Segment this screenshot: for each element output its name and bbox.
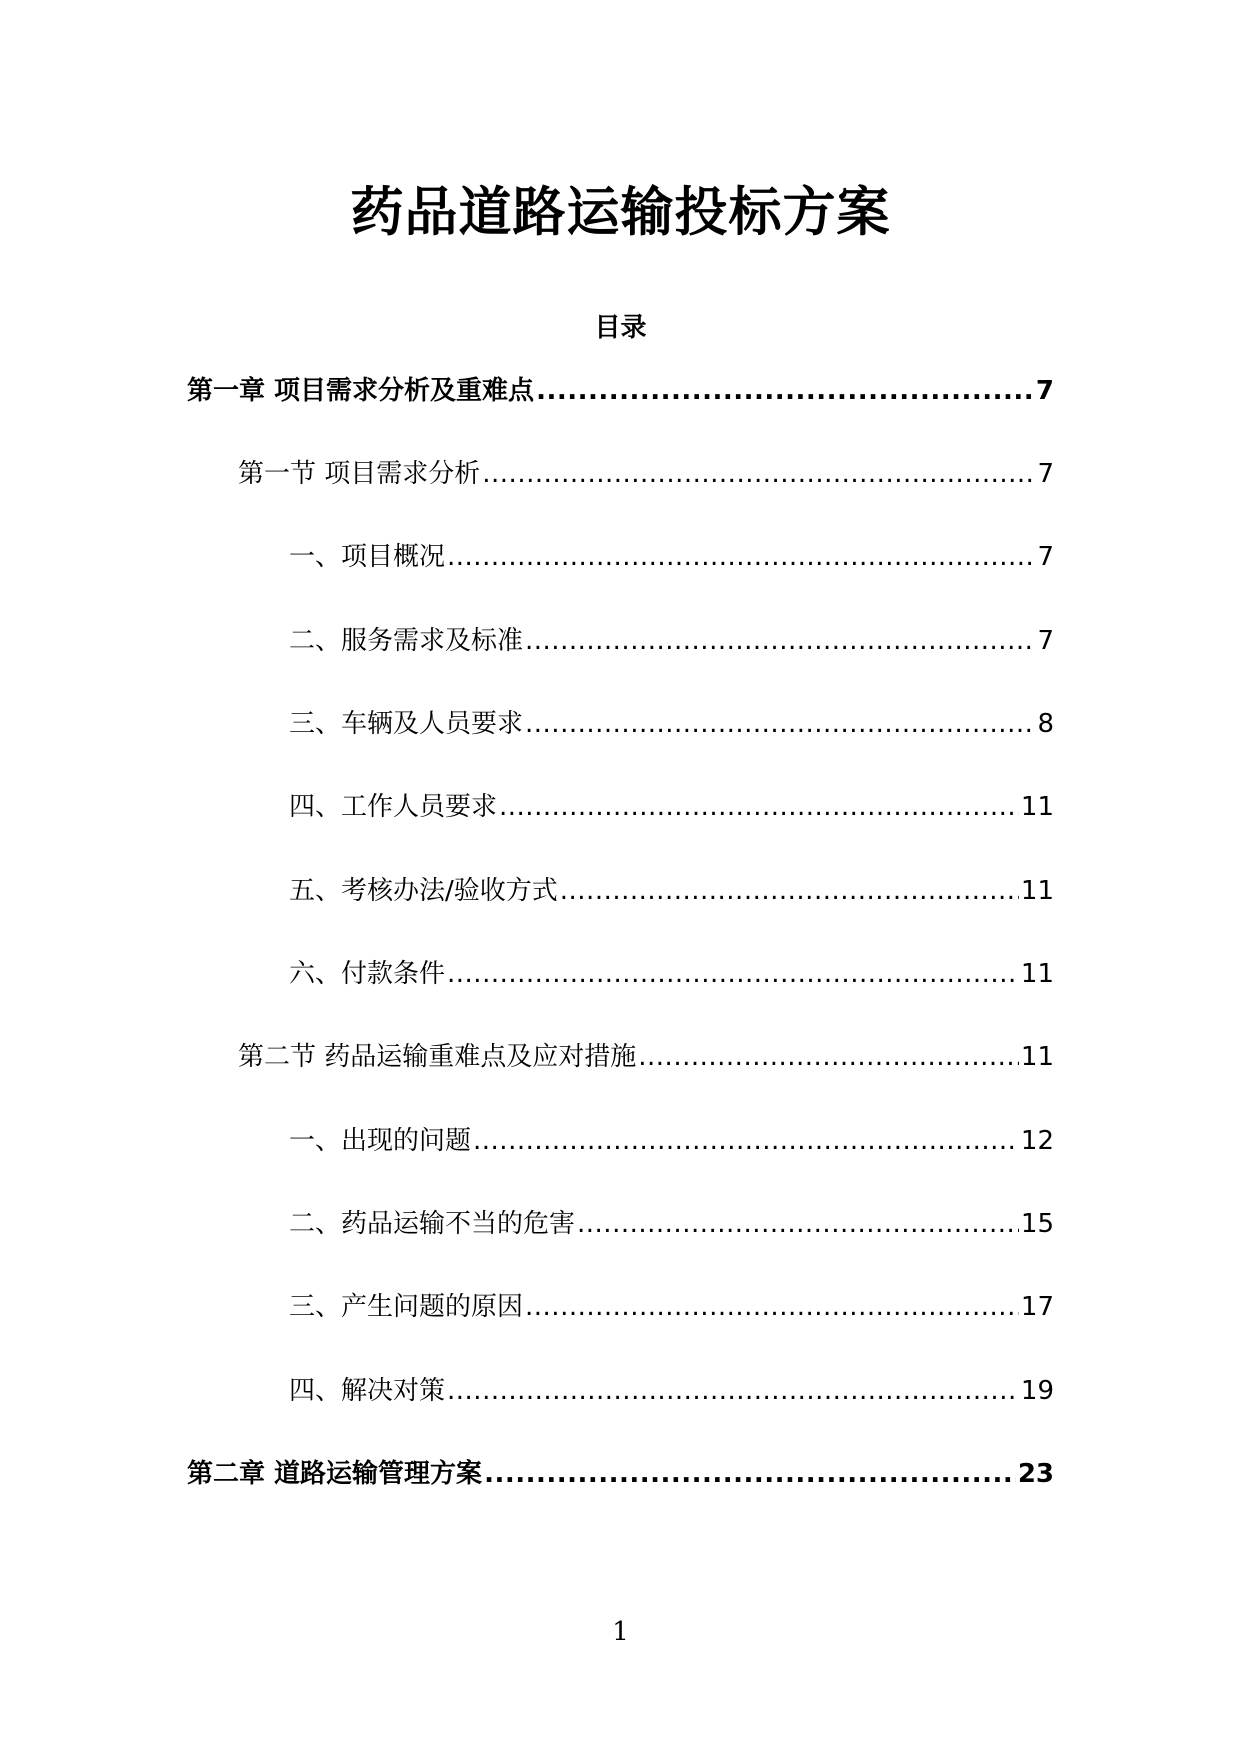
toc-leader-dots [447,537,1035,577]
toc-entry-item[interactable] [289,704,1054,744]
toc-entry-label: 四、解决对策 [289,1376,446,1406]
toc-entry-page: 12 [1020,1126,1054,1156]
toc-entry-page: 23 [1017,1459,1054,1489]
toc-entry-label: 一、出现的问题 [289,1126,472,1156]
toc-leader-dots [638,1037,1019,1077]
toc-entry-item[interactable] [289,787,1054,827]
toc-leader-dots [577,1204,1019,1244]
toc-entry-label: 四、工作人员要求 [289,792,498,822]
toc-entry-label: 第二章 道路运输管理方案 [187,1459,483,1489]
toc-entry-item[interactable] [289,871,1054,911]
toc-entry-page: 7 [1035,376,1054,406]
toc-entry-chapter-2[interactable] [187,1454,1054,1494]
toc-entry-item[interactable] [289,1204,1054,1244]
toc-entry-page: 7 [1037,459,1054,489]
toc-entry-page: 7 [1037,626,1054,656]
toc-entry-page: 11 [1020,792,1054,822]
toc-entry-item[interactable] [289,1371,1054,1411]
toc-entry-section-1-1[interactable] [238,454,1054,494]
toc-leader-dots [525,1287,1019,1327]
toc-entry-section-1-2[interactable] [238,1037,1054,1077]
toc-entry-page: 15 [1020,1209,1054,1239]
toc-entry-label: 三、产生问题的原因 [289,1292,524,1322]
toc-entry-page: 7 [1037,542,1054,572]
toc-leader-dots [525,621,1035,661]
toc-leader-dots [536,371,1034,411]
toc-entry-label: 二、服务需求及标准 [289,626,524,656]
toc-entry-label: 一、项目概况 [289,542,446,572]
toc-entry-page: 19 [1020,1376,1054,1406]
toc-leader-dots [482,454,1035,494]
toc-entry-label: 二、药品运输不当的危害 [289,1209,576,1239]
toc-leader-dots [473,1121,1019,1161]
toc-leader-dots [525,704,1035,744]
toc-entry-item[interactable] [289,537,1054,577]
toc-entry-page: 17 [1020,1292,1054,1322]
toc-entry-label: 第二节 药品运输重难点及应对措施 [238,1042,637,1072]
toc-heading: 目录 [594,313,647,343]
toc-leader-dots [447,954,1019,994]
toc-entry-item[interactable] [289,954,1054,994]
document-title: 药品道路运输投标方案 [350,182,891,243]
toc-entry-page: 11 [1020,959,1054,989]
toc-leader-dots [447,1371,1019,1411]
toc-entry-label: 五、考核办法/验收方式 [289,876,558,906]
toc-entry-page: 11 [1020,876,1054,906]
toc-entry-label: 三、车辆及人员要求 [289,709,524,739]
page-number: 1 [612,1617,629,1647]
toc-entry-page: 11 [1020,1042,1054,1072]
toc-leader-dots [499,787,1019,827]
toc-entry-label: 六、付款条件 [289,959,446,989]
toc-entry-page: 8 [1037,709,1054,739]
toc-entry-label: 第一节 项目需求分析 [238,459,481,489]
toc-leader-dots [484,1454,1016,1494]
toc-entry-item[interactable] [289,621,1054,661]
toc-entry-label: 第一章 项目需求分析及重难点 [187,376,535,406]
toc-entry-chapter-1[interactable] [187,371,1054,411]
toc-entry-item[interactable] [289,1121,1054,1161]
toc-entry-item[interactable] [289,1287,1054,1327]
toc-leader-dots [560,871,1019,911]
